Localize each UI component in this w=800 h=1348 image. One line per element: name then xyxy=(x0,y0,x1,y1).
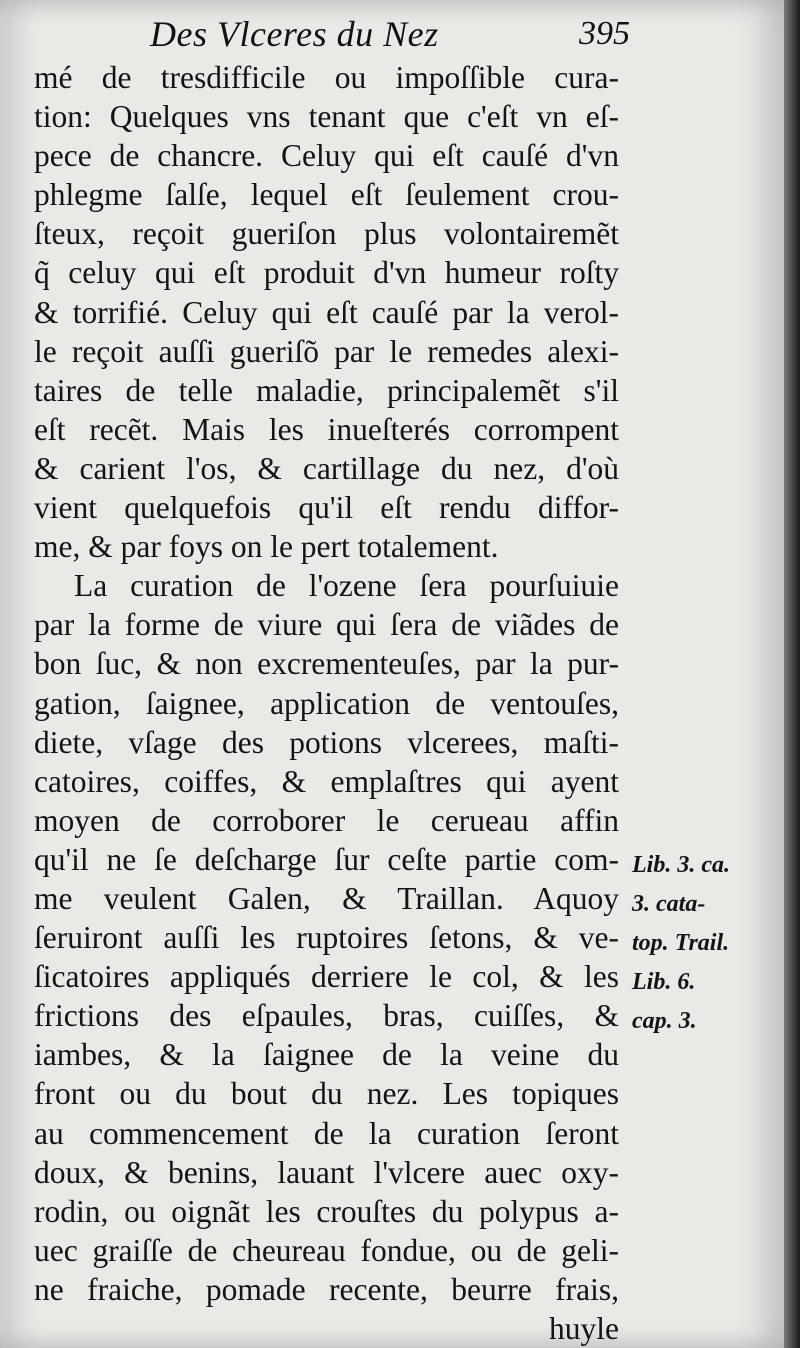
text-line: ne fraiche, pomade recente, beurre frais, xyxy=(34,1271,619,1307)
margin-note-line: Lib. 3. ca. xyxy=(632,852,730,878)
text-line: eſt recẽt. Mais les inueſterés corrompent xyxy=(34,411,619,447)
text-line: me, & par foys on le pert totalement. xyxy=(34,529,499,565)
text-line: mé de tresdifficile ou impoſſible cura- xyxy=(34,60,619,95)
text-line: me veulent Galen, & Traillan. Aquoy xyxy=(34,880,619,916)
body-text xyxy=(34,58,619,1348)
page-number: 395 xyxy=(579,15,630,52)
page-header xyxy=(150,12,630,56)
text-line: ſeruiront auſſi les ruptoires ſetons, & ve- xyxy=(34,920,619,956)
text-line: diete, vſage des potions vlcerees, maſti- xyxy=(34,724,619,760)
book-spine-shadow xyxy=(784,0,800,1348)
text-line: vient quelquefois qu'il eſt rendu diffor- xyxy=(34,490,619,526)
text-line: doux, & benins, lauant l'vlcere auec oxy- xyxy=(34,1154,619,1190)
margin-note-line: top. Trail. xyxy=(632,930,730,957)
text-line: ſicatoires appliqués derriere le col, & les xyxy=(34,959,619,995)
text-line: bon ſuc, & non excrementeuſes, par la pur- xyxy=(34,646,619,682)
text-line: au commencement de la curation ſeront xyxy=(34,1115,619,1151)
text-line: par la forme de viure qui ſera de viãdes de xyxy=(34,607,619,643)
text-line: La curation de l'ozene ſera pourſuiuie xyxy=(74,568,619,604)
text-line: iambes, & la ſaignee de la veine du xyxy=(34,1037,619,1073)
catchword: huyle xyxy=(549,1311,619,1346)
text-line: qu'il ne ſe deſcharge ſur ceſte partie com- xyxy=(34,841,619,877)
text-line: & torrifié. Celuy qui eſt cauſé par la verol- xyxy=(34,294,619,330)
text-line: le reçoit auſſi gueriſõ par le remedes alexi- xyxy=(34,333,619,369)
text-line: q̃ celuy qui eſt produit d'vn humeur roſty xyxy=(34,255,619,291)
text-line: catoires, coiffes, & emplaſtres qui ayent xyxy=(34,763,619,799)
text-line: frictions des eſpaules, bras, cuiſſes, & xyxy=(34,998,619,1034)
text-line: pece de chancre. Celuy qui eſt cauſé d'vn xyxy=(34,138,619,174)
text-line: uec graiſſe de cheureau fondue, ou de geli- xyxy=(34,1232,619,1268)
margin-note-line: 3. cata- xyxy=(632,891,706,918)
paragraph-1 xyxy=(34,58,619,566)
text-line: taires de telle maladie, principalemẽt s'il xyxy=(34,372,619,408)
paragraph-2 xyxy=(34,566,619,1309)
text-line: front ou du bout du nez. Les topiques xyxy=(34,1076,619,1112)
margin-note-line: Lib. 6. xyxy=(632,969,696,996)
text-line: gation, ſaignee, application de ventouſes, xyxy=(34,685,619,721)
text-line: tion: Quelques vns tenant que c'eſt vn eſ- xyxy=(34,99,619,135)
text-line: phlegme ſalſe, lequel eſt ſeulement crou- xyxy=(34,177,619,213)
margin-note xyxy=(632,846,762,1041)
text-line: rodin, ou oignãt les crouſtes du polypus a- xyxy=(34,1193,619,1229)
running-title: Des Vlceres du Nez xyxy=(150,14,439,54)
text-line: moyen de corroborer le cerueau affin xyxy=(34,802,619,838)
margin-note-line: cap. 3. xyxy=(632,1008,697,1035)
text-line: ſteux, reçoit gueriſon plus volontairemẽt xyxy=(34,216,619,252)
text-line: & carient l'os, & cartillage du nez, d'où xyxy=(34,450,619,486)
